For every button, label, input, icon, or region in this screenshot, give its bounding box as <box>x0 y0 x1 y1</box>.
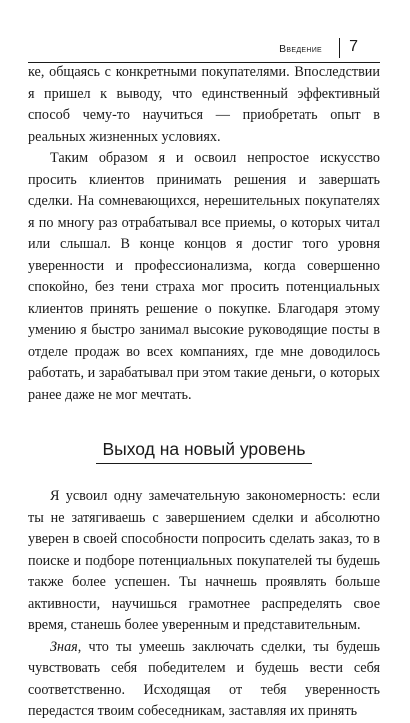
section-heading: Выход на новый уровень <box>96 438 311 464</box>
paragraph: Таким образом я и освоил непростое искусство просить клиентов принимать решения и завершать сделки. На сомневающихся, нерешительных покупателях я по многу раз отрабатывал все приемы, о которых читал или слышал. В конце концов я достиг того уровня уверенности и профессионализма, когда совершенно спокойно, без тени страха мог просить потенциальных клиентов принять решение о покупке. Благодаря этому умению я быстро занимал высокие руководящие посты в отделе продаж во всех компаниях, где мне доводилось работать, и зарабатывал при этом такие деньги, о которых ранее даже не мог мечтать. <box>28 150 380 403</box>
section-heading-wrap <box>28 438 380 464</box>
paragraph-continued: ке, общаясь с конкретными покупателями. Впоследствии я пришел к выводу, что единственный эффективный способ чему-то научиться — приобретать опыт в реальных жизненных условиях. <box>28 64 380 145</box>
header-divider <box>339 38 340 58</box>
paragraph: Я усвоил одну замечательную закономерность: если ты не затягиваешь с завершением сделки и абсолютно уверен в своей способности попросить сделать заказ, то в поиске и подборе потенциальных покупателей ты будешь также более успешен. Ты начнешь проявлять больше активности, научишься грамотнее распределять свое время, станешь более уверенным и представительным. <box>28 488 380 633</box>
italic-emphasis: Зная <box>50 638 78 655</box>
page-body <box>28 62 380 723</box>
running-header <box>28 36 380 63</box>
paragraph <box>28 637 380 723</box>
paragraph-text: , что ты умеешь заключать сделки, ты будешь чувствовать себя победителем и будешь вести себя соответственно. Исходящая от тебя уверенность передастся твоим собеседникам, заставляя их принять <box>28 638 380 719</box>
page-number: 7 <box>349 38 358 55</box>
running-header-section-title: Введение <box>279 43 322 55</box>
